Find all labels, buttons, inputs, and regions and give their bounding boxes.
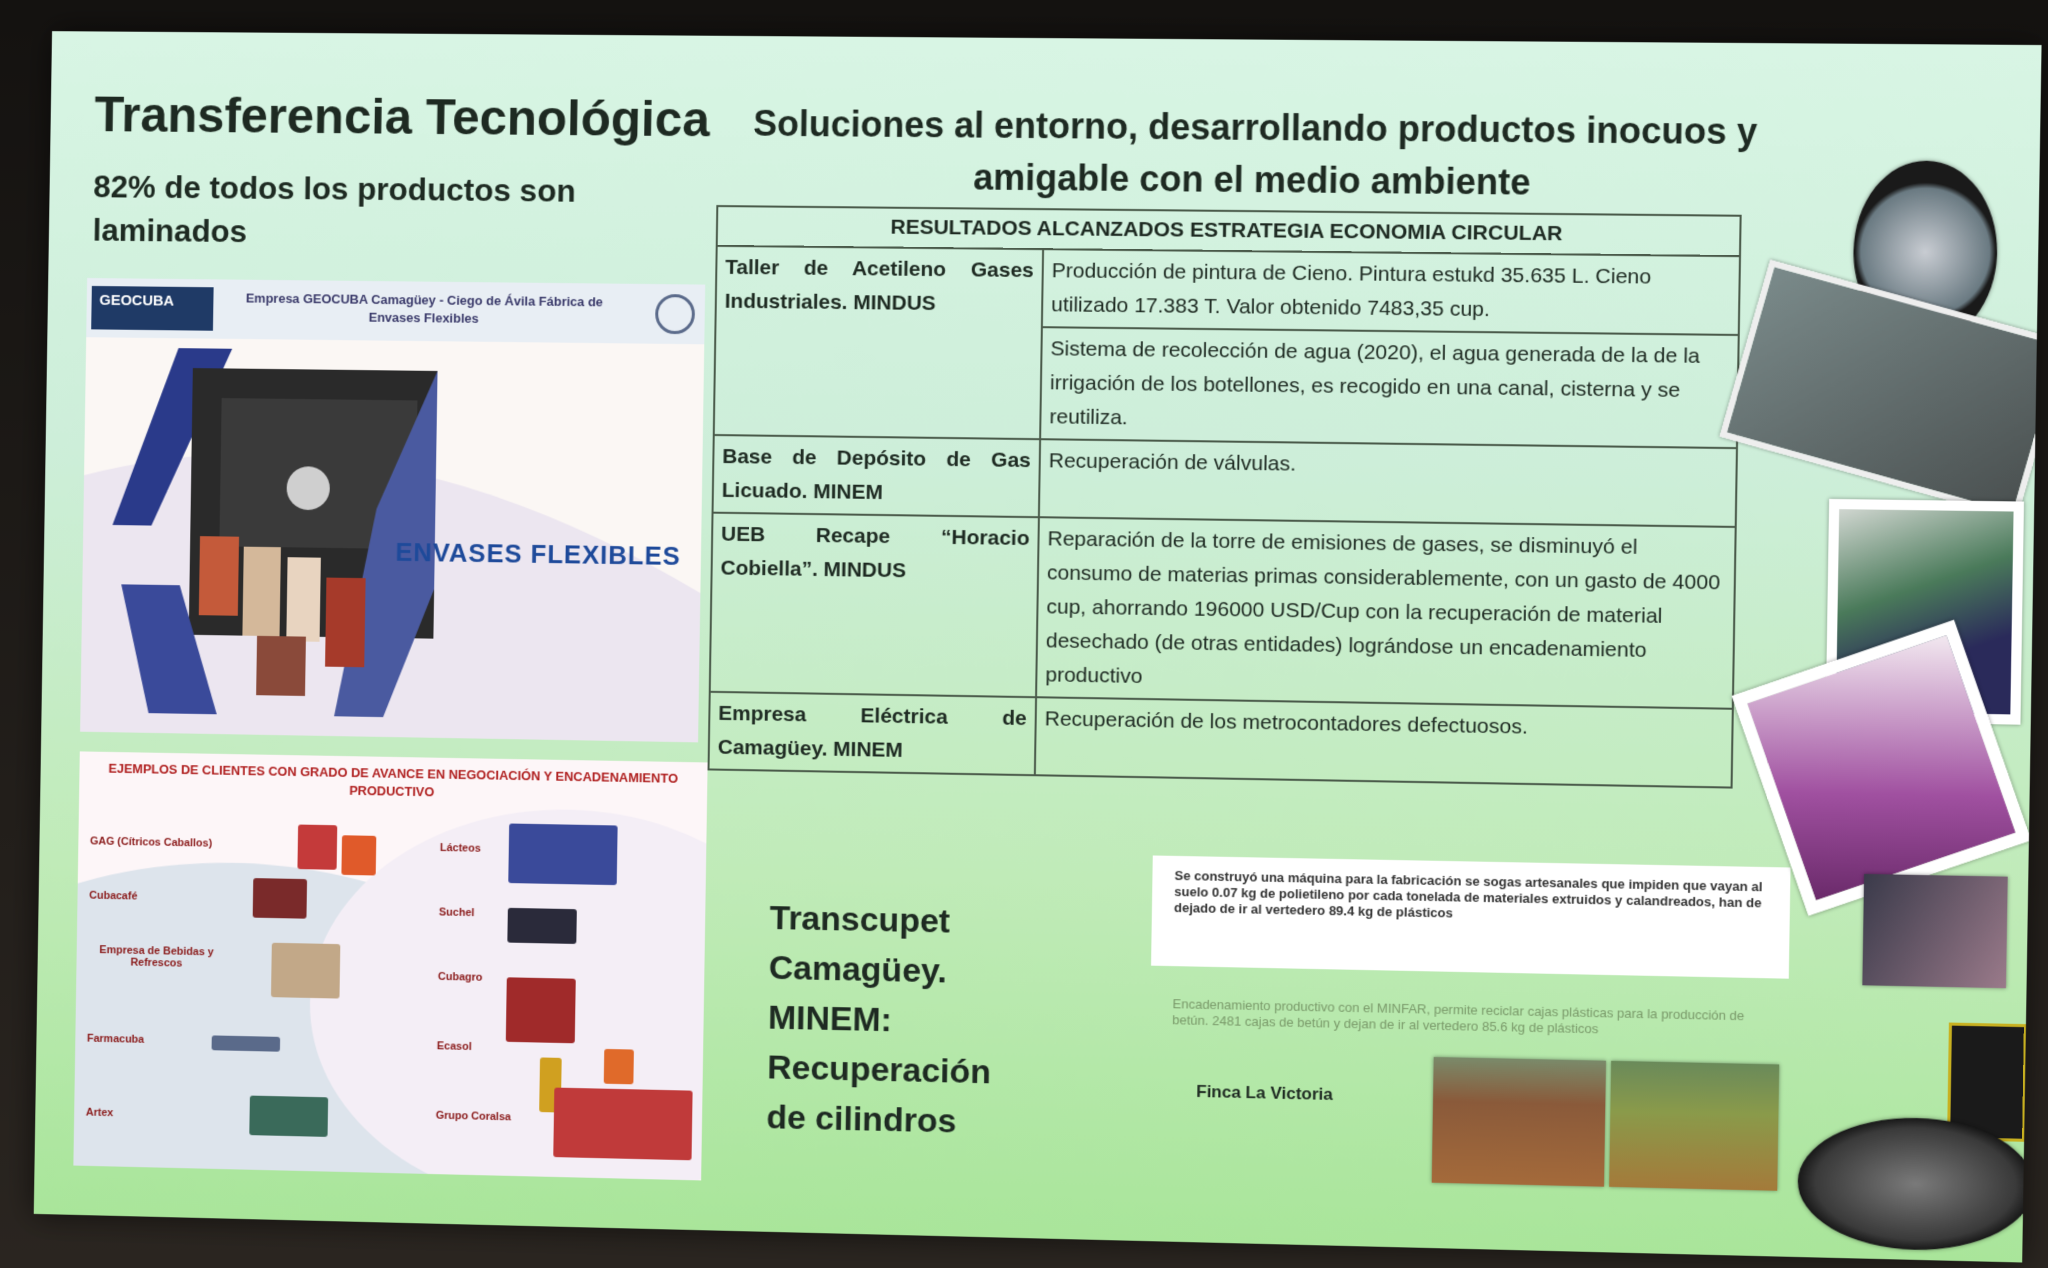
slide-subtitle: 82% de todos los productos son laminados — [92, 168, 576, 250]
product-image — [507, 908, 577, 944]
transcupet-text: Transcupet Camagüey. MINEM: Recuperación de cilindros — [766, 899, 992, 1141]
geocuba-header — [86, 278, 705, 344]
product-image — [553, 1088, 692, 1161]
entity-cell: Empresa Eléctrica de Camagüey. MINEM — [709, 692, 1037, 775]
client-label: Cubacafé — [89, 889, 138, 903]
product-image — [508, 823, 617, 885]
client-label: Suchel — [438, 906, 475, 920]
table-header: RESULTADOS ALCANZADOS ESTRATEGIA ECONOMIA CIRCULAR — [717, 206, 1741, 256]
geocuba-header-text: Empresa GEOCUBA Camagüey - Ciego de Ávila Fábrica de Envases Flexibles — [245, 290, 604, 326]
results-table — [708, 205, 1742, 789]
entity-cell: Taller de Acetileno Gases Industriales. MINDUS — [714, 246, 1043, 439]
clients-title: EJEMPLOS DE CLIENTES CON GRADO DE AVANCE EN NEGOCIACIÓN Y ENCADENAMIENTO PRODUCTIVO — [108, 760, 679, 800]
result-cell: Recuperación de los metrocontadores defectuosos. — [1035, 697, 1733, 787]
client-label: Artex — [85, 1106, 114, 1120]
projected-slide — [34, 31, 2042, 1262]
table-row — [709, 692, 1733, 788]
result-cell: Reparación de la torre de emisiones de gases, se disminuyó el consumo de materias primas considerablemente, con un gasto de 4000 cup, ahorrando 196000 USD/Cup con la recuperación de material desechado (de otras entidades) lográndose un encadenamiento productivo — [1036, 517, 1736, 709]
channel-photo — [1719, 260, 2041, 520]
bullet-text-2: Encadenamiento productivo con el MINFAR, permite reciclar cajas plásticas para la producción de betún. 2481 cajas de betún y dejan de ir al vertedero 85.6 kg de plásticos — [1172, 996, 1745, 1037]
client-label: Farmacuba — [86, 1032, 145, 1046]
product-image — [297, 825, 337, 870]
field-photo-1 — [1432, 1057, 1606, 1187]
result-cell: Recuperación de válvulas. — [1039, 439, 1737, 527]
product-image — [506, 977, 576, 1043]
field-photo-2 — [1609, 1061, 1779, 1191]
entity-cell: UEB Recape “Horacio Cobiella”. MINDUS — [710, 513, 1039, 698]
client-label: Ecasol — [436, 1040, 472, 1053]
table-row — [713, 435, 1737, 527]
client-label: Grupo Coralsa — [435, 1109, 512, 1124]
product-image — [271, 943, 340, 999]
client-label: Cubagro — [437, 970, 483, 984]
client-label: Empresa de Bebidas y Refrescos — [99, 944, 214, 970]
result-cell: Sistema de recolección de agua (2020), el agua generada de la de la irrigación de los botellones, es recogido en una canal, cisterna y se reutiliza. — [1040, 327, 1739, 448]
envases-flexibles-label: ENVASES FLEXIBLES — [395, 536, 681, 571]
geocuba-panel — [80, 278, 705, 742]
result-cell: Producción de pintura de Cieno. Pintura estukd 35.635 L. Cieno utilizado 17.383 T. Valor obtenido 7483,35 cup. — [1042, 249, 1740, 335]
emblem-icon — [655, 294, 695, 334]
client-label: Lácteos — [439, 842, 481, 855]
product-image — [341, 835, 376, 875]
slide-heading: Soluciones al entorno, desarrollando productos inocuos y amigable con el medio ambiente — [752, 102, 1758, 203]
finca-label: Finca La Victoria — [1196, 1081, 1333, 1104]
geocuba-logo: GEOCUBA — [91, 286, 213, 331]
product-image — [604, 1049, 634, 1084]
product-image — [253, 878, 307, 919]
meters-photo — [1862, 874, 2007, 988]
bullet-box — [1151, 855, 1791, 978]
table-row — [710, 513, 1736, 709]
client-label: GAG (Cítricos Caballos) — [89, 835, 213, 850]
entity-cell: Base de Depósito de Gas Licuado. MINEM — [713, 435, 1041, 517]
bullet-text: Se construyó una máquina para la fabricación se sogas artesanales que impiden que vayan al suelo 0.07 kg de polietileno por cada tonelada de materiales extruidos y calandreados, han de dejado de ir al vertedero 89.4 kg de plásticos — [1173, 867, 1763, 921]
product-image — [249, 1096, 328, 1137]
table-row — [715, 246, 1739, 335]
slide-title: Transferencia Tecnológica — [94, 86, 711, 148]
clients-panel — [73, 751, 707, 1180]
product-image — [212, 1035, 281, 1051]
